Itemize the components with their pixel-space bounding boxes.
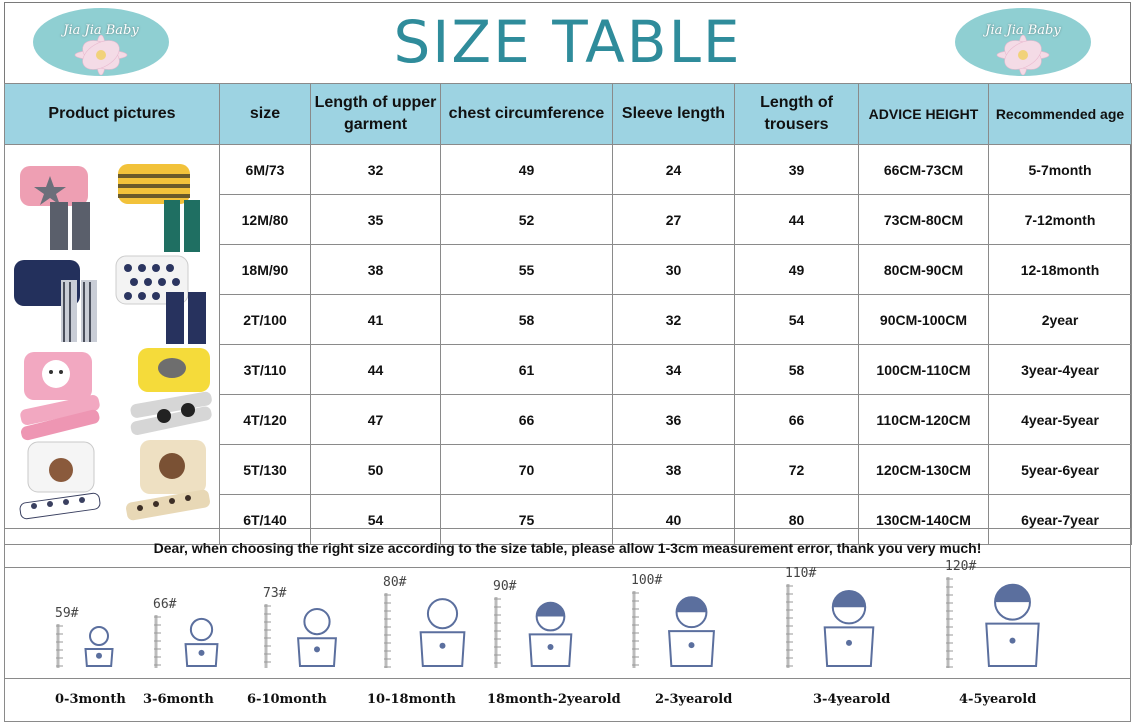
growth-stage <box>55 606 129 672</box>
table-cell: 90CM-100CM <box>859 295 989 345</box>
product-pictures <box>5 145 220 545</box>
growth-stage-age-label: 4-5yearold <box>959 692 1037 707</box>
column-header: chest circumference <box>441 84 613 145</box>
table-cell: 72 <box>735 445 859 495</box>
table-cell: 52 <box>441 195 613 245</box>
column-header: Length of upper garment <box>311 84 441 145</box>
column-header: ADVICE HEIGHT <box>859 84 989 145</box>
pajama-set-yellow-elephant-icon <box>129 348 212 436</box>
table-cell: 66 <box>735 395 859 445</box>
table-cell: 110CM-120CM <box>859 395 989 445</box>
brand-logo <box>954 7 1092 77</box>
table-cell: 34 <box>613 345 735 395</box>
brand-logo-text: Jia Jia Baby <box>63 23 139 38</box>
table-cell: 5-7month <box>989 145 1132 195</box>
pajama-set-pink-kitty-icon <box>19 352 101 441</box>
size-cell: 18M/90 <box>220 245 311 295</box>
growth-stage-age-label: 18month-2yearold <box>487 692 621 707</box>
table-cell: 5year-6year <box>989 445 1132 495</box>
product-pictures-image <box>6 152 219 534</box>
table-cell: 50 <box>311 445 441 495</box>
column-header: Recommended age <box>989 84 1132 145</box>
growth-stage-size-number: 120# <box>945 559 977 574</box>
child-figure-icon <box>631 589 738 672</box>
table-cell: 36 <box>613 395 735 445</box>
size-cell: 12M/80 <box>220 195 311 245</box>
table-cell: 130CM-140CM <box>859 495 989 545</box>
table-cell: 66 <box>441 395 613 445</box>
table-cell: 38 <box>311 245 441 295</box>
child-figure-icon <box>263 602 357 672</box>
size-cell: 6T/140 <box>220 495 311 545</box>
table-cell: 44 <box>735 195 859 245</box>
child-figure-icon <box>945 575 1066 672</box>
growth-stage <box>383 575 488 672</box>
growth-stage <box>945 559 1066 672</box>
table-cell: 49 <box>735 245 859 295</box>
table-header-row <box>5 84 1132 145</box>
table-cell: 58 <box>735 345 859 395</box>
header <box>4 2 1131 84</box>
size-cell: 4T/120 <box>220 395 311 445</box>
column-header: Product pictures <box>5 84 220 145</box>
growth-stage <box>493 579 594 672</box>
size-cell: 3T/110 <box>220 345 311 395</box>
table-cell: 66CM-73CM <box>859 145 989 195</box>
table-cell: 32 <box>311 145 441 195</box>
table-row <box>5 145 1132 195</box>
table-cell: 6year-7year <box>989 495 1132 545</box>
measurement-note: Dear, when choosing the right size according to the size table, please allow 1-3cm measurement error, thank you very much! <box>4 528 1131 568</box>
table-cell: 35 <box>311 195 441 245</box>
table-cell: 75 <box>441 495 613 545</box>
growth-divider <box>5 678 1130 679</box>
pajama-set-yellow-stripe-icon <box>118 164 200 252</box>
table-cell: 30 <box>613 245 735 295</box>
page-title: SIZE TABLE <box>393 8 742 76</box>
table-cell: 73CM-80CM <box>859 195 989 245</box>
table-cell: 32 <box>613 295 735 345</box>
pajama-set-white-dots-icon <box>116 256 206 344</box>
table-cell: 24 <box>613 145 735 195</box>
child-figure-icon <box>493 595 594 672</box>
size-cell: 6M/73 <box>220 145 311 195</box>
table-cell: 41 <box>311 295 441 345</box>
column-header: Length of trousers <box>735 84 859 145</box>
growth-stage-size-number: 66# <box>153 597 177 612</box>
table-cell: 100CM-110CM <box>859 345 989 395</box>
pajama-set-white-bear-icon <box>19 442 100 519</box>
table-cell: 80CM-90CM <box>859 245 989 295</box>
size-table <box>4 83 1132 545</box>
pajama-set-pink-star-icon <box>20 166 90 250</box>
growth-stage-size-number: 90# <box>493 579 517 594</box>
table-cell: 54 <box>311 495 441 545</box>
table-cell: 58 <box>441 295 613 345</box>
table-cell: 80 <box>735 495 859 545</box>
growth-stage-size-number: 80# <box>383 575 407 590</box>
table-cell: 40 <box>613 495 735 545</box>
growth-stage-age-label: 6-10month <box>247 692 327 707</box>
table-cell: 7-12month <box>989 195 1132 245</box>
child-figure-icon <box>55 622 129 672</box>
column-header: Sleeve length <box>613 84 735 145</box>
growth-stage-size-number: 110# <box>785 566 817 581</box>
growth-stage <box>631 573 738 672</box>
table-cell: 54 <box>735 295 859 345</box>
growth-stage <box>785 566 899 672</box>
child-figure-icon <box>153 613 236 672</box>
growth-chart <box>4 559 1131 722</box>
table-cell: 27 <box>613 195 735 245</box>
table-cell: 44 <box>311 345 441 395</box>
growth-stage-age-label: 0-3month <box>55 692 126 707</box>
table-cell: 12-18month <box>989 245 1132 295</box>
table-cell: 47 <box>311 395 441 445</box>
growth-stage-age-label: 3-4yearold <box>813 692 891 707</box>
brand-logo-text: Jia Jia Baby <box>985 23 1061 38</box>
growth-stage <box>153 597 236 672</box>
growth-stage-age-label: 3-6month <box>143 692 214 707</box>
table-cell: 55 <box>441 245 613 295</box>
pajama-set-beige-bear-icon <box>125 440 211 521</box>
column-header: size <box>220 84 311 145</box>
size-cell: 5T/130 <box>220 445 311 495</box>
table-cell: 61 <box>441 345 613 395</box>
table-cell: 120CM-130CM <box>859 445 989 495</box>
table-cell: 49 <box>441 145 613 195</box>
growth-stage-size-number: 100# <box>631 573 663 588</box>
child-figure-icon <box>383 591 488 672</box>
child-figure-icon <box>785 582 899 672</box>
growth-stage <box>263 586 357 672</box>
growth-stage-size-number: 59# <box>55 606 79 621</box>
growth-stage-age-label: 2-3yearold <box>655 692 733 707</box>
growth-stage-size-number: 73# <box>263 586 287 601</box>
table-cell: 38 <box>613 445 735 495</box>
pajama-set-navy-icon <box>14 260 97 342</box>
table-cell: 39 <box>735 145 859 195</box>
table-cell: 70 <box>441 445 613 495</box>
table-cell: 3year-4year <box>989 345 1132 395</box>
size-cell: 2T/100 <box>220 295 311 345</box>
table-cell: 4year-5year <box>989 395 1132 445</box>
growth-stage-age-label: 10-18month <box>367 692 456 707</box>
table-cell: 2year <box>989 295 1132 345</box>
